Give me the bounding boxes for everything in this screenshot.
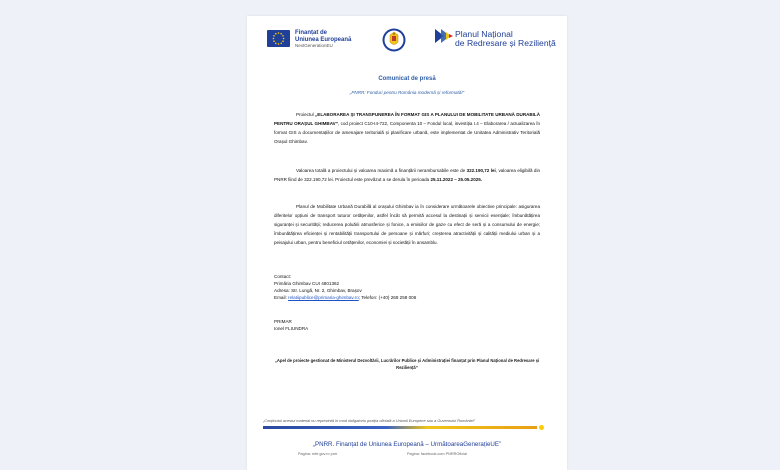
footer-stripe-dot-icon	[539, 425, 544, 430]
pnrr-logo-icon	[435, 28, 453, 49]
footer-tagline: „PNRR. Finanțat de Uniunea Europeană – UrmătoareaGenerațieUE”	[312, 441, 502, 448]
paragraph-project	[274, 110, 540, 146]
p2-lead: Valoarea totală a proiectului și valoarea maximă a finanțării nerambursabile este de	[296, 168, 467, 173]
p1-project-name: „ELABORAREA ȘI TRANSPUNEREA ÎN FORMAT GIS A PLANULUI DE MOBILITATE URBANĂ DURABILĂ PENTRU ORAȘUL GHIMBAV”	[274, 112, 540, 126]
contact-email-line	[274, 294, 540, 301]
paragraph-value	[274, 166, 540, 184]
contact-address: Adresa: Str. Lungă, Nr. 2, Ghimbav, Brașov	[274, 288, 362, 293]
contact-label: Contact:	[274, 274, 292, 279]
p1-lead: Proiectul	[296, 112, 316, 117]
p1-rest: , cod proiect C10-I4-722, Componenta 10 – Fondul local, investiția I.4 – Elaborarea / actualizarea în format GIS a documentațiilor de amenajare teritorială și planificare urbană, este implementat de Unitatea Administrativ Teritorială Orașul Ghimbav.	[274, 121, 540, 144]
signature-block	[274, 318, 424, 332]
contact-block	[274, 273, 540, 301]
footer-disclaimer: „Conținutul acestui material nu reprezintă în mod obligatoriu poziția oficială a Uniunii Europene sau a Guvernului României”	[263, 418, 475, 423]
paragraph-objectives	[274, 202, 540, 247]
romanian-government-emblem-icon	[382, 27, 406, 58]
signature-name: Ionel FLIUNDRA	[274, 326, 309, 331]
email-link[interactable]: relatiipublice@primaria-ghimbav.ro	[288, 295, 359, 300]
footer-facebook: Pagina: facebook.com PNRROficial	[407, 452, 467, 456]
page-title: Comunicat de presă	[378, 76, 436, 82]
p2-total-value: 322.190,72 lei	[466, 168, 496, 173]
call-statement: „Apel de proiecte gestionat de Ministerul Dezvoltării, Lucrărilor Publice și Administrației finanțat prin Planul Național de Redresare și Reziliență”	[274, 358, 540, 370]
footer-website: Pagina: mfe.gov.ro pnrr	[298, 452, 338, 456]
p3-objectives-text: Planul de Mobilitate Urbană Durabilă al orașului Ghimbav ia în considerare următoarele obiective principale: asigurarea diferitelor opțiuni de transport tuturor cetățenilor, astfel încât să permită accesul la destinații și servicii esențiale; îmbunătățirea siguranței și securității; reducerea poluării atmosferice și fonice, a emisiilor de gaze cu efect de seră și a consumului de energie; îmbunătățirea eficienței și rentabilității transportului de persoane și mărfuri; creșterea atractivității și calității mediului urban și a peisajului urban, pentru beneficiul cetățenilor, economiei și societății în ansamblu.	[274, 204, 540, 245]
eu-text-line3: NextGenerationEU	[295, 43, 333, 48]
pnrr-text-line1: Planul Național	[455, 29, 513, 39]
eu-funding-label	[295, 30, 351, 50]
p2-mid: , valoarea eligibilă din PNRR fiind de 322.190,72 lei. Proiectul este prevăzut a se derula în perioada	[274, 168, 540, 182]
eu-text-line2: Uniunea Europeană	[295, 36, 352, 43]
eu-flag-icon	[267, 30, 290, 47]
eu-text-line1: Finanțat de	[295, 30, 328, 36]
press-release-page	[247, 16, 567, 470]
footer-color-stripe	[263, 426, 537, 429]
pnrr-text-line2: de Redresare și Reziliență	[455, 38, 556, 48]
header-logos	[247, 16, 567, 66]
signature-role: PRIMAR	[274, 319, 292, 324]
pnrr-label	[455, 30, 556, 48]
p2-period: 25.11.2022 – 25.05.2025.	[430, 177, 483, 182]
page-subtitle: „PNRR: Fonduri pentru România modernă și reformată!”	[349, 90, 465, 95]
contact-org: Primăria Ghimbav CUI 4801362	[274, 281, 340, 286]
email-label: Email:	[274, 295, 289, 300]
contact-phone: ; Telefon: (+40) 268 258 006	[358, 295, 417, 300]
